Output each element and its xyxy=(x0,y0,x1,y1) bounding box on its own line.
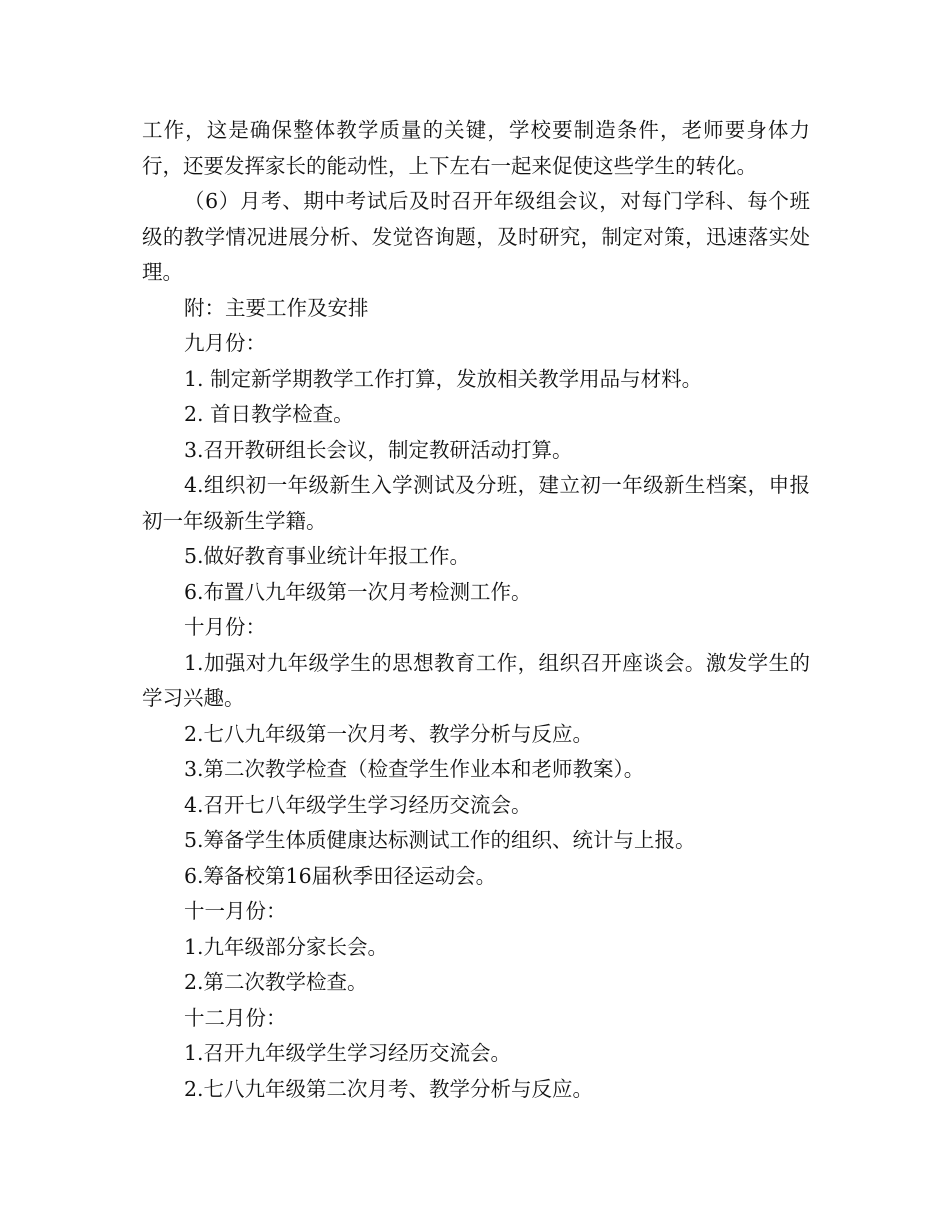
paragraph: 工作，这是确保整体教学质量的关键，学校要制造条件，老师要身体力行，还要发挥家长的能动性，上下左右一起来促使这些学生的转化。 xyxy=(142,118,810,178)
document-page xyxy=(142,113,810,1107)
paragraph: （6）月考、期中考试后及时召开年级组会议，对每门学科、每个班级的教学情况进展分析、发觉咨询题，及时研究，制定对策，迅速落实处理。 xyxy=(142,189,810,284)
month-heading-october: 十月份： xyxy=(184,615,266,639)
list-item: 1.加强对九年级学生的思想教育工作，组织召开座谈会。激发学生的学习兴趣。 xyxy=(142,650,810,710)
list-item: 4.召开七八年级学生学习经历交流会。 xyxy=(184,792,532,817)
list-item: 1.九年级部分家长会。 xyxy=(184,934,389,959)
list-item: 4.组织初一年级新生入学测试及分班，建立初一年级新生档案，申报初一年级新生学籍。 xyxy=(142,473,810,533)
list-item: 1. 制定新学期教学工作打算，发放相关教学用品与材料。 xyxy=(184,366,703,391)
list-item: 5.筹备学生体质健康达标测试工作的组织、统计与上报。 xyxy=(184,828,696,852)
list-item: 6.布置八九年级第一次月考检测工作。 xyxy=(184,579,532,604)
month-heading-november: 十一月份： xyxy=(184,899,287,923)
list-item: 2. 首日教学检查。 xyxy=(184,402,354,426)
month-heading-december: 十二月份： xyxy=(184,1005,287,1030)
list-item: 2.七八九年级第一次月考、教学分析与反应。 xyxy=(184,721,594,746)
list-item: 3.召开教研组长会议，制定教研活动打算。 xyxy=(184,437,573,462)
month-heading-september: 九月份： xyxy=(184,331,266,355)
list-item: 1.召开九年级学生学习经历交流会。 xyxy=(184,1041,512,1065)
list-item: 2.七八九年级第二次月考、教学分析与反应。 xyxy=(184,1076,594,1101)
appendix-heading: 附：主要工作及安排 xyxy=(184,295,369,320)
list-item: 2.第二次教学检查。 xyxy=(184,970,368,994)
list-item: 5.做好教育事业统计年报工作。 xyxy=(184,544,471,568)
list-item: 3.第二次教学检查（检查学生作业本和老师教案）。 xyxy=(184,757,645,781)
list-item: 6.筹备校第16届秋季田径运动会。 xyxy=(184,863,497,888)
